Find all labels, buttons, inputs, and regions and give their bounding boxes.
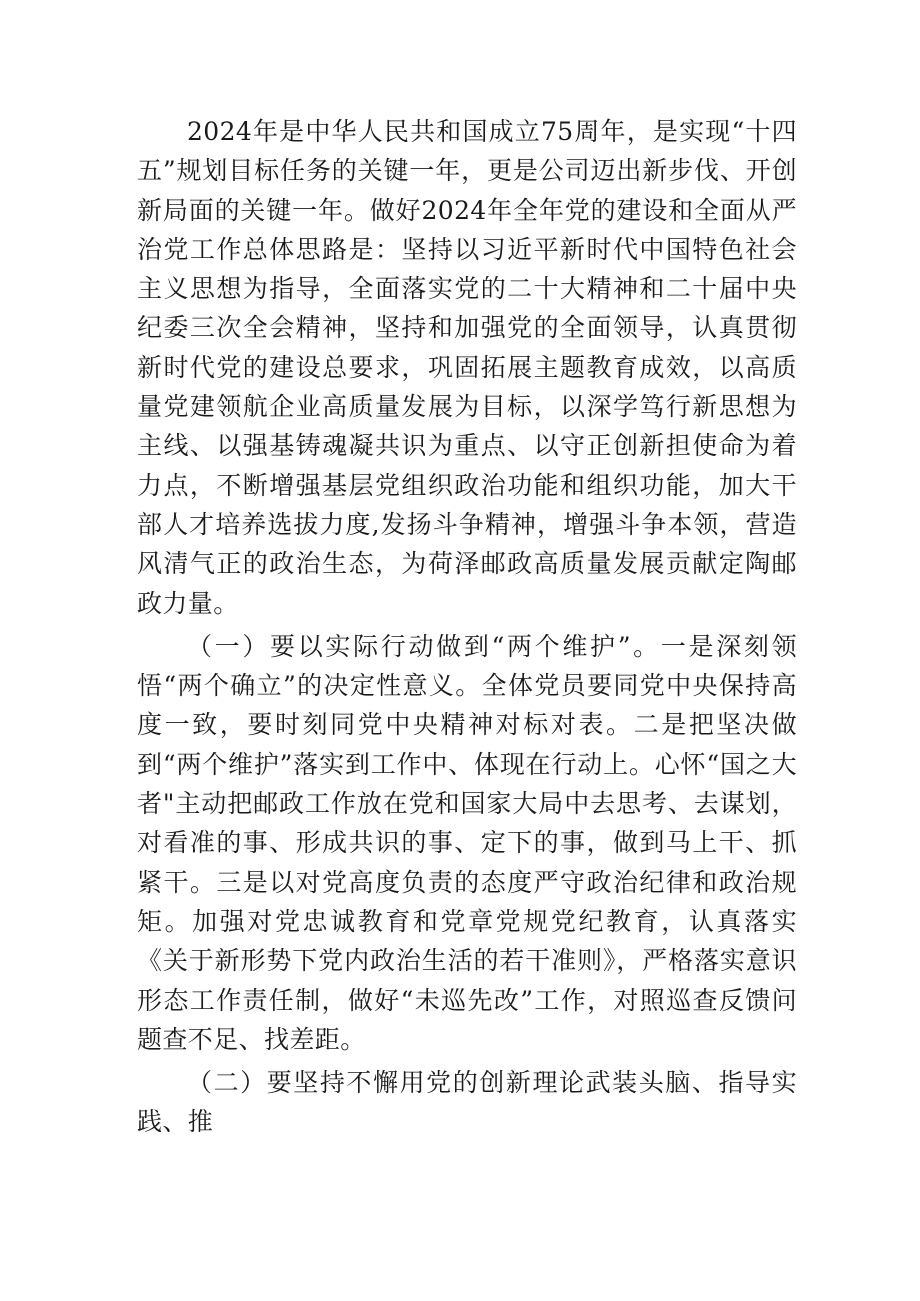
document-body bbox=[137, 112, 797, 1142]
paragraph-section-2: （二）要坚持不懈用党的创新理论武装头脑、指导实践、推 bbox=[137, 1068, 797, 1137]
paragraph-intro: 2024年是中华人民共和国成立75周年，是实现“十四五”规划目标任务的关键一年，更是公司迈出新步伐、开创新局面的关键一年。做好2024年全年党的建设和全面从严治党工作总体思路是：坚持以习近平新时代中国特色社会主义思想为指导，全面落实党的二十大精神和二十届中央纪委三次全会精神，坚持和加强党的全面领导，认真贯彻新时代党的建设总要求，巩固拓展主题教育成效，以高质量党建领航企业高质量发展为目标，以深学笃行新思想为主线、以强基铸魂凝共识为重点、以守正创新担使命为着力点，不断增强基层党组织政治功能和组织功能，加大干部人才培养选拔力度,发扬斗争精神，增强斗争本领，营造风清气正的政治生态，为荷泽邮政高质量发展贡献定陶邮政力量。 bbox=[137, 117, 797, 618]
paragraph-section-1: （一）要以实际行动做到“两个维护”。一是深刻领悟“两个确立”的决定性意义。全体党员要同党中央保持高度一致，要时刻同党中央精神对标对表。二是把坚决做到“两个维护”落实到工作中、体现在行动上。心怀“国之大者"主动把邮政工作放在党和国家大局中去思考、去谋划，对看准的事、形成共识的事、定下的事，做到马上干、抓紧干。三是以对党高度负责的态度严守政治纪律和政治规矩。加强对党忠诚教育和党章党规党纪教育，认真落实《关于新形势下党内政治生活的若干准则》，严格落实意识形态工作责任制，做好“未巡先改”工作，对照巡查反馈问题查不足、找差距。 bbox=[137, 631, 797, 1054]
